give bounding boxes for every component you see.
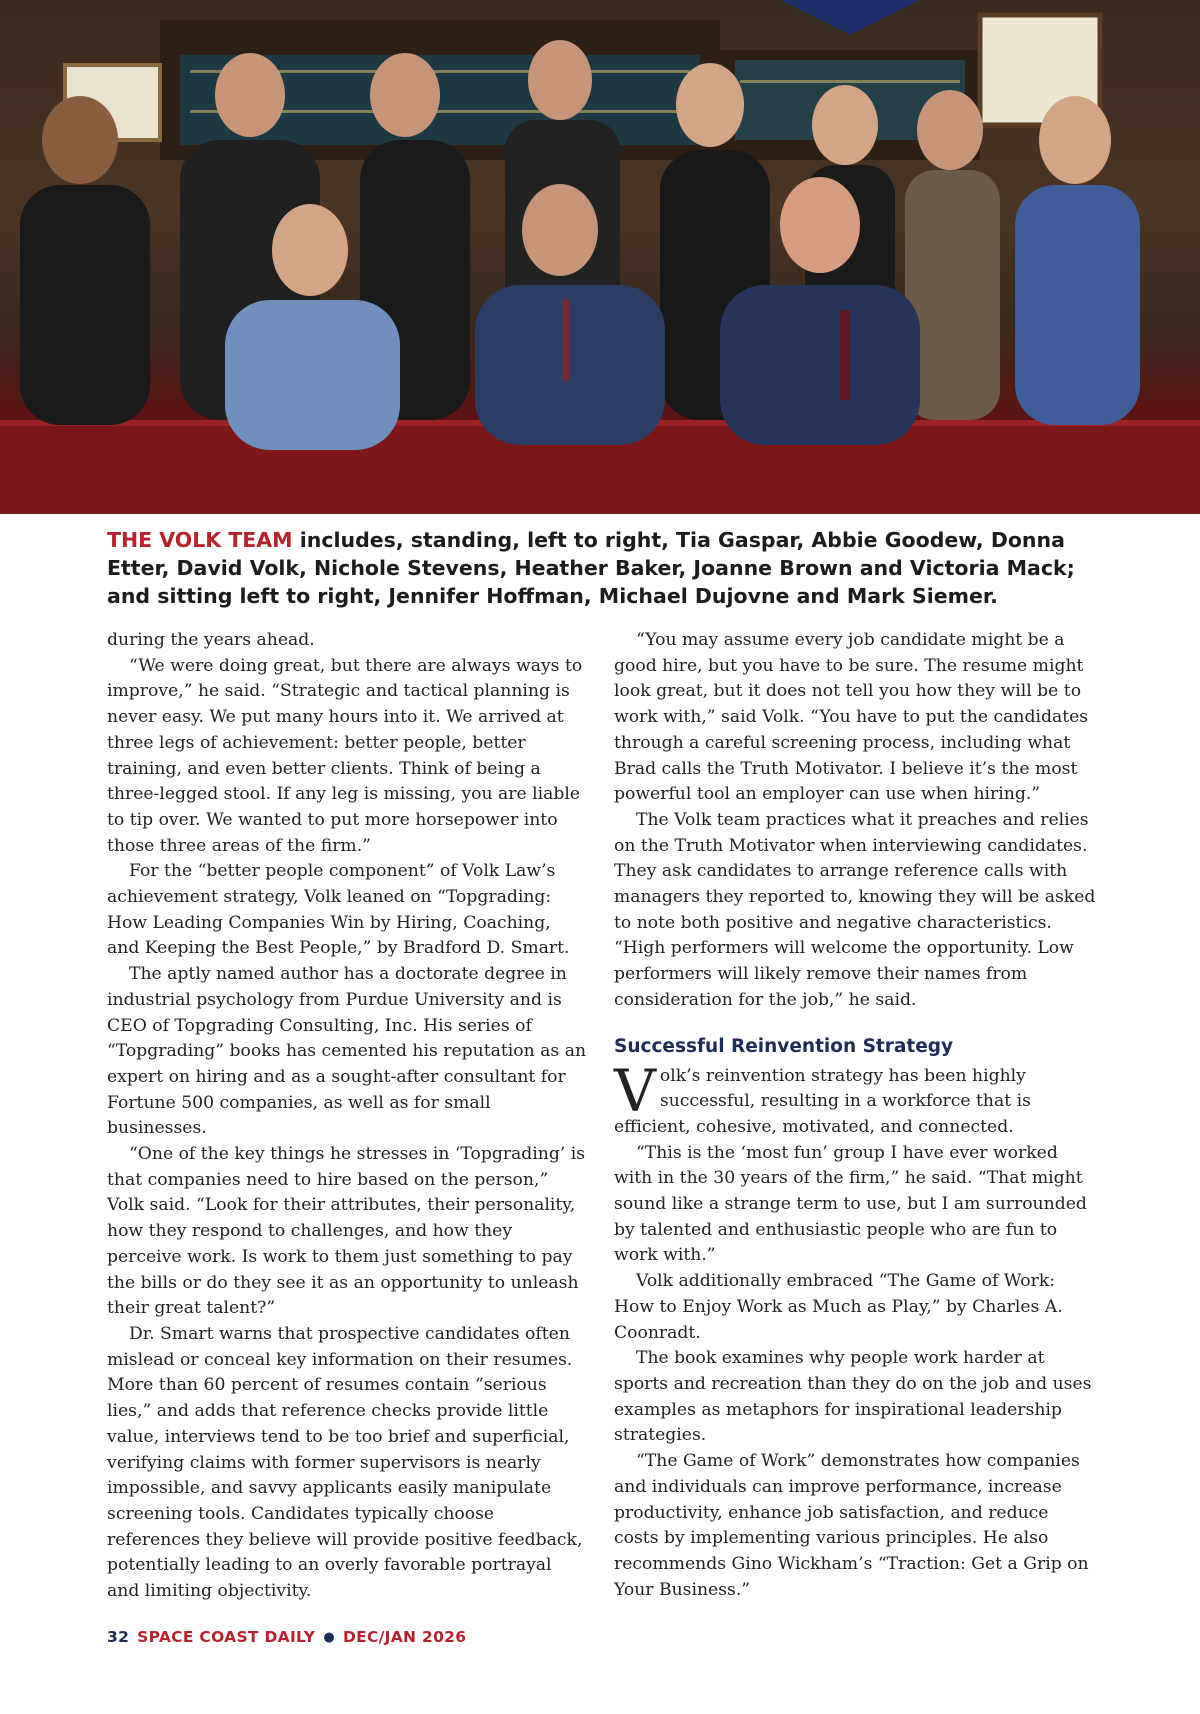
paragraph: “We were doing great, but there are always ways to improve,” he said. “Strategic and tactical planning is never easy. We put many hours into it. We arrived at three legs of achievement: better people, better training, and even better clients. Think of being a three-legged stool. If any leg is missing, you are liable to tip over. We wanted to put more horsepower into those three areas of the firm.” bbox=[107, 655, 583, 856]
caption-lead: THE VOLK TEAM bbox=[107, 528, 293, 552]
publication-name: SPACE COAST DAILY bbox=[137, 1628, 316, 1646]
page-footer bbox=[107, 1628, 466, 1646]
paragraph: The aptly named author has a doctorate degree in industrial psychology from Purdue University and is CEO of Topgrading Consulting, Inc. His series of “Topgrading” books has cemented his reputation as an expert on hiring and as a sought-after consultant for Fortune 500 companies, as well as for small businesses. bbox=[107, 964, 587, 1139]
team-photo-image bbox=[0, 0, 1200, 514]
paragraph: “One of the key things he stresses in ‘Topgrading’ is that companies need to hire based on the person,” Volk said. “Look for their attributes, their personality, how they respond to challenges, and how they perceive work. Is work to them just something to pay the bills or do they see it as an opportunity to unleash their great talent?” bbox=[107, 1144, 586, 1319]
paragraph: For the “better people component” of Volk Law’s achievement strategy, Volk leaned on “Topgrading: How Leading Companies Win by Hiring, Coaching, and Keeping the Best People,” by Bradford D. Smart. bbox=[107, 861, 570, 959]
caption-text: includes, standing, left to right, Tia Gaspar, Abbie Goodew, Donna Etter, David Volk, Nichole Stevens, Heather Baker, Joanne Brown and Victoria Mack; and sitting left to right, Jennifer Hoffman, Michael Dujovne and Mark Siemer. bbox=[107, 528, 1075, 608]
paragraph: The book examines why people work harder at sports and recreation than they do on the job and uses examples as metaphors for inspirational leadership strategies. bbox=[614, 1348, 1092, 1446]
issue-date: DEC/JAN 2026 bbox=[342, 1628, 467, 1646]
page-number: 32 bbox=[107, 1628, 130, 1646]
paragraph: “This is the ‘most fun’ group I have ever worked with in the 30 years of the firm,” he said. “That might sound like a strange term to use, but I am surrounded by talented and enthusiastic people who are fun to work with.” bbox=[614, 1142, 1087, 1266]
photo-caption bbox=[107, 526, 1107, 610]
dropcap-text: olk’s reinvention strategy has been highly successful, resulting in a workforce that is efficient, cohesive, motivated, and connected. bbox=[614, 1065, 1031, 1137]
paragraph: “The Game of Work” demonstrates how companies and individuals can improve performance, increase productivity, enhance job satisfaction, and reduce costs by implementing various principles. He also recommends Gino Wickham’s “Traction: Get a Grip on Your Business.” bbox=[614, 1451, 1089, 1600]
section-heading: Successful Reinvention Strategy bbox=[614, 1035, 954, 1057]
bullet-separator-icon: ● bbox=[323, 1629, 335, 1645]
right-column bbox=[614, 628, 1098, 1603]
dropcap-letter: V bbox=[614, 1056, 656, 1125]
paragraph: The Volk team practices what it preaches and relies on the Truth Motivator when interviewing candidates. They ask candidates to arrange reference calls with managers they reported to, knowing they will be asked to note both positive and negative characteristics. “High performers will welcome the opportunity. Low performers will likely remove their names from consideration for the job,” he said. bbox=[614, 809, 1096, 1010]
dropcap-paragraph bbox=[614, 1056, 1098, 1141]
paragraph: Volk additionally embraced “The Game of Work: How to Enjoy Work as Much as Play,” by Charles A. Coonradt. bbox=[614, 1271, 1063, 1343]
paragraph: “You may assume every job candidate might be a good hire, but you have to be sure. The resume might look great, but it does not tell you how they will be to work with,” said Volk. “You have to put the candidates through a careful screening process, including what Brad calls the Truth Motivator. I believe it’s the most powerful tool an employer can use when hiring.” bbox=[614, 630, 1089, 805]
paragraph: during the years ahead. bbox=[107, 630, 315, 650]
paragraph: Dr. Smart warns that prospective candidates often mislead or conceal key information on their resumes. More than 60 percent of resumes contain “serious lies,” and adds that reference checks provide little value, interviews tend to be too brief and superficial, verifying claims with former supervisors is nearly impossible, and savvy applicants easily manipulate screening tools. Candidates typically choose references they believe will provide positive feedback, potentially leading to an overly favorable portrayal and limiting objectivity. bbox=[107, 1323, 583, 1602]
team-photo bbox=[0, 0, 1200, 514]
left-column bbox=[107, 628, 587, 1605]
